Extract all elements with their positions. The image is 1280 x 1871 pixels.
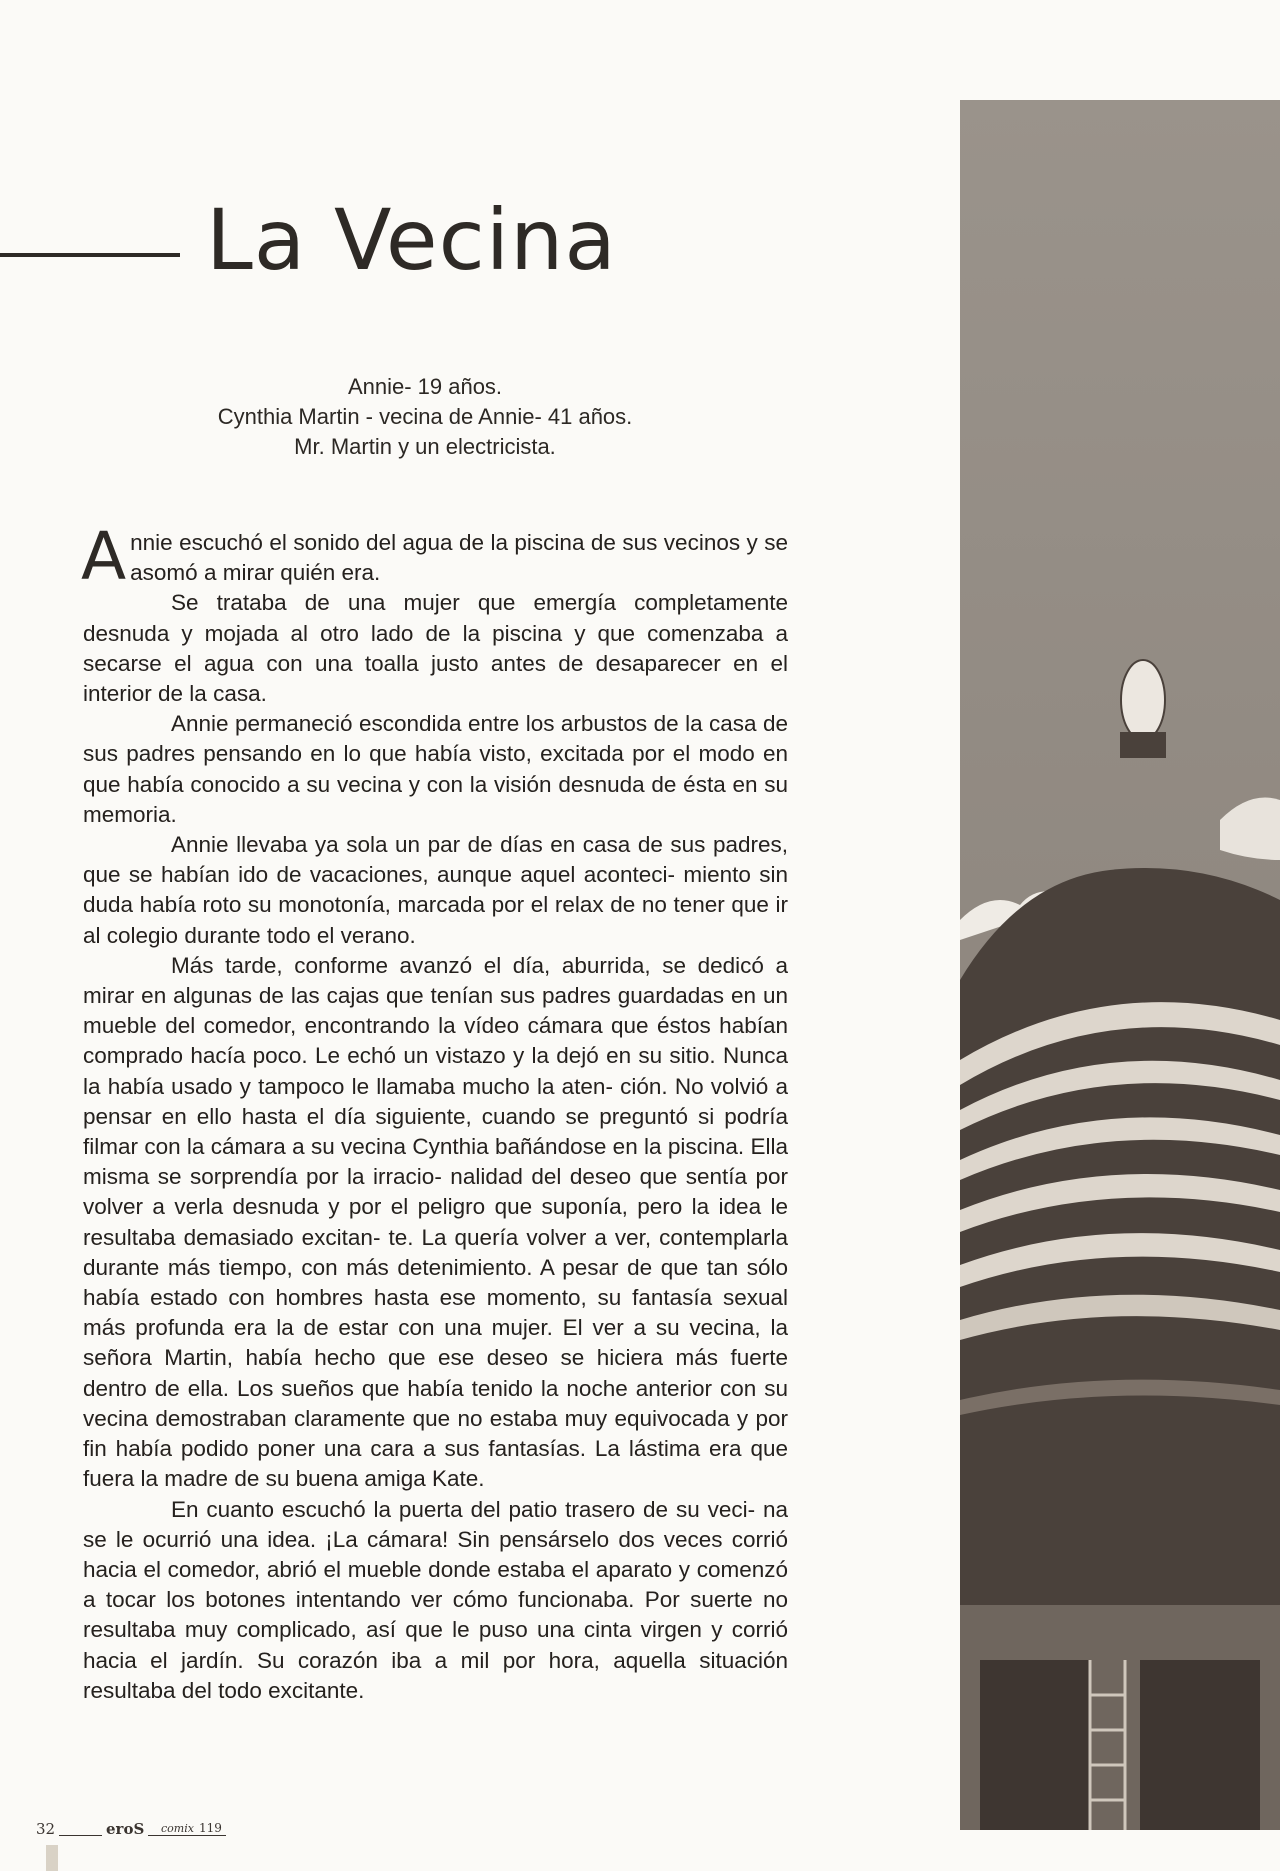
issue-number: 119: [196, 1821, 225, 1835]
umbrella-illustration: [960, 100, 1280, 1830]
page-title: La Vecina: [206, 191, 617, 289]
umbrella-finial: [1121, 660, 1165, 740]
cast-list: [110, 372, 740, 462]
umbrella-cap: [1120, 732, 1166, 758]
story-paragraph: Más tarde, conforme avanzó el día, aburrida, se dedicó a mirar en algunas de las cajas que tenían sus padres guardadas en un mueble del comedor, encontrando la vídeo cámara que éstos habían comprado hacía poco. Le echó un vistazo y la dejó en su sitio. Nunca la había usado y tampoco le llamaba mucho la aten- ción. No volvió a pensar en ello hasta el día siguiente, cuando se preguntó si podría filmar con la cámara a su vecina Cynthia bañándose en la piscina. Ella misma se sorprendía por la irracio- nalidad del deseo que sentía por volver a verla desnuda y por el peligro que suponía, pero la idea le resultaba demasiado excitan- te. La quería volver a ver, contemplarla durante más tiempo, con más detenimiento. A pesar de que tan sólo había estado con hombres hasta ese momento, su fantasía sexual más profunda era la de estar con una mujer. El ver a su vecina, la señora Martin, había hecho que ese deseo se hiciera más fuerte dentro de ella. Los sueños que había tenido la noche anterior con su vecina demostraban claramente que no estaba muy equivocada y por fin había podido poner una cara a sus fantasías. La lástima era que fuera la madre de su buena amiga Kate.: [83, 952, 788, 1492]
cast-line: Mr. Martin y un electricista.: [294, 434, 556, 459]
cast-line: Annie- 19 años.: [347, 374, 503, 399]
house-window: [980, 1660, 1090, 1830]
story-paragraph: En cuanto escuchó la puerta del patio trasero de su veci- na se le ocurrió una idea. ¡La cámara! Sin pensárselo dos veces corrió hacia el comedor, abrió el mueble donde estaba el aparato y comenzó a tocar los botones intentando ver cómo funcionaba. Por suerte no resultaba muy complicado, así que le puso una cinta virgen y corrió hacia el jardín. Su corazón iba a mil por hora, aquella situación resultaba del todo excitante.: [83, 1496, 788, 1703]
house-window: [1140, 1660, 1260, 1830]
story-paragraph: Annie permaneció escondida entre los arbustos de la casa de sus padres pensando en lo que había visto, excitada por el modo en que había conocido a su vecina y con la visión desnuda de ésta en su memoria.: [83, 711, 788, 827]
magazine-brand: eroS: [102, 1820, 148, 1838]
story-paragraph: [81, 518, 788, 595]
drop-cap: A: [81, 518, 127, 595]
page-footer: [36, 1820, 236, 1850]
umbrella-drawing: [960, 100, 1280, 1830]
story-paragraph: Se trataba de una mujer que emergía completamente desnuda y mojada al otro lado de la piscina y que comenzaba a secarse el agua con una toalla justo antes de desaparecer en el interior de la casa.: [83, 590, 788, 707]
cast-line: Cynthia Martin - vecina de Annie- 41 años.: [217, 404, 633, 429]
first-paragraph-text: nnie escuchó el sonido del agua de la piscina de sus vecinos y se asomó a mirar quién era.: [130, 530, 788, 586]
title-rule: [0, 253, 180, 257]
magazine-subtitle: comix: [158, 1822, 197, 1835]
page-number: 32: [36, 1820, 59, 1838]
story-text: [81, 518, 788, 1706]
gutter-mark: [46, 1845, 58, 1871]
story-paragraph: Annie llevaba ya sola un par de días en casa de sus padres, que se habían ido de vacaciones, aunque aquel aconteci- miento sin duda había roto su monotonía, marcada por el relax de no tener que ir al colegio durante todo el verano.: [83, 832, 788, 948]
